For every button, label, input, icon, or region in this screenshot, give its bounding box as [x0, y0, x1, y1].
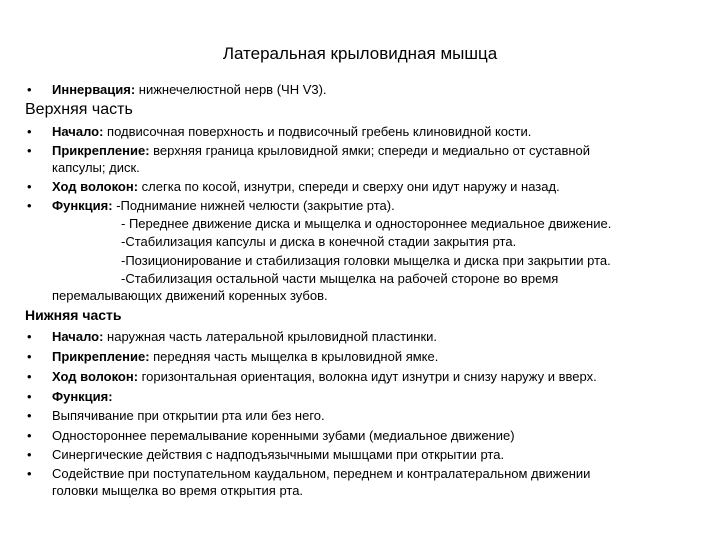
- bullet: •: [27, 447, 32, 462]
- lower-origin-text: наружная часть латеральной крыловидной пластинки.: [103, 329, 438, 344]
- page-title: Латеральная крыловидная мышца: [222, 44, 498, 63]
- lower-item: Выпячивание при открытии рта или без него.: [52, 408, 325, 423]
- lower-insertion: [52, 349, 438, 365]
- upper-function-sub: -Стабилизация остальной части мыщелка на рабочей стороне во время: [121, 271, 559, 286]
- lower-item: Синергические действия с надподъязычными мышцами при открытии рта.: [52, 447, 505, 462]
- lower-item: Одностороннее перемалывание коренными зубами (медиальное движение): [52, 428, 515, 443]
- innervation-label: Иннервация:: [52, 82, 136, 97]
- upper-insertion-label: Прикрепление:: [52, 143, 150, 158]
- innervation-line: [52, 82, 327, 98]
- bullet: •: [27, 428, 32, 443]
- bullet: •: [27, 143, 32, 158]
- upper-insertion-text: верхняя граница крыловидной ямки; спереди и медиально от суставной: [149, 143, 591, 158]
- bullet: •: [27, 408, 32, 423]
- lower-heading: Нижняя часть: [25, 307, 122, 323]
- bullet: •: [27, 179, 32, 194]
- bullet: •: [27, 349, 32, 364]
- lower-fibers-label: Ход волокон:: [52, 369, 139, 384]
- bullet: •: [27, 82, 32, 97]
- lower-function: [52, 389, 113, 405]
- lower-origin-label: Начало:: [52, 329, 104, 344]
- bullet: •: [27, 369, 32, 384]
- bullet: •: [27, 389, 32, 404]
- lower-insertion-label: Прикрепление:: [52, 349, 150, 364]
- lower-function-label: Функция:: [52, 389, 113, 404]
- upper-function-cont: перемалывающих движений коренных зубов.: [52, 288, 328, 303]
- upper-origin: [52, 124, 531, 140]
- upper-function: [52, 198, 395, 214]
- bullet: •: [27, 198, 32, 213]
- lower-item-last-cont: головки мыщелка во время открытия рта.: [52, 483, 304, 498]
- upper-fibers-label: Ход волокон:: [52, 179, 139, 194]
- upper-insertion: [52, 143, 590, 159]
- upper-origin-label: Начало:: [52, 124, 104, 139]
- bullet: •: [27, 466, 32, 481]
- bullet: •: [27, 329, 32, 344]
- upper-fibers-text: слегка по косой, изнутри, спереди и сверху они идут наружу и назад.: [138, 179, 560, 194]
- lower-fibers: [52, 369, 597, 385]
- upper-function-label: Функция:: [52, 198, 113, 213]
- innervation-text: нижнечелюстной нерв (ЧН V3).: [135, 82, 327, 97]
- lower-insertion-text: передняя часть мыщелка в крыловидной ямке.: [149, 349, 439, 364]
- bullet: •: [27, 124, 32, 139]
- upper-insertion-cont: капсулы; диск.: [52, 160, 140, 175]
- upper-fibers: [52, 179, 560, 195]
- upper-heading: Верхняя часть: [25, 101, 133, 118]
- upper-function-sub: - Переднее движение диска и мыщелка и одностороннее медиальное движение.: [121, 216, 612, 231]
- upper-function-text: -Поднимание нижней челюсти (закрытие рта).: [112, 198, 395, 213]
- upper-function-sub: -Стабилизация капсулы и диска в конечной стадии закрытия рта.: [121, 234, 517, 249]
- lower-origin: [52, 329, 437, 345]
- upper-function-sub: -Позиционирование и стабилизация головки мыщелка и диска при закрытии рта.: [121, 253, 611, 268]
- upper-origin-text: подвисочная поверхность и подвисочный гребень клиновидной кости.: [103, 124, 532, 139]
- lower-fibers-text: горизонтальная ориентация, волокна идут изнутри и снизу наружу и вверх.: [138, 369, 597, 384]
- lower-item-last: Содействие при поступательном каудальном, переднем и контралатеральном движении: [52, 466, 591, 481]
